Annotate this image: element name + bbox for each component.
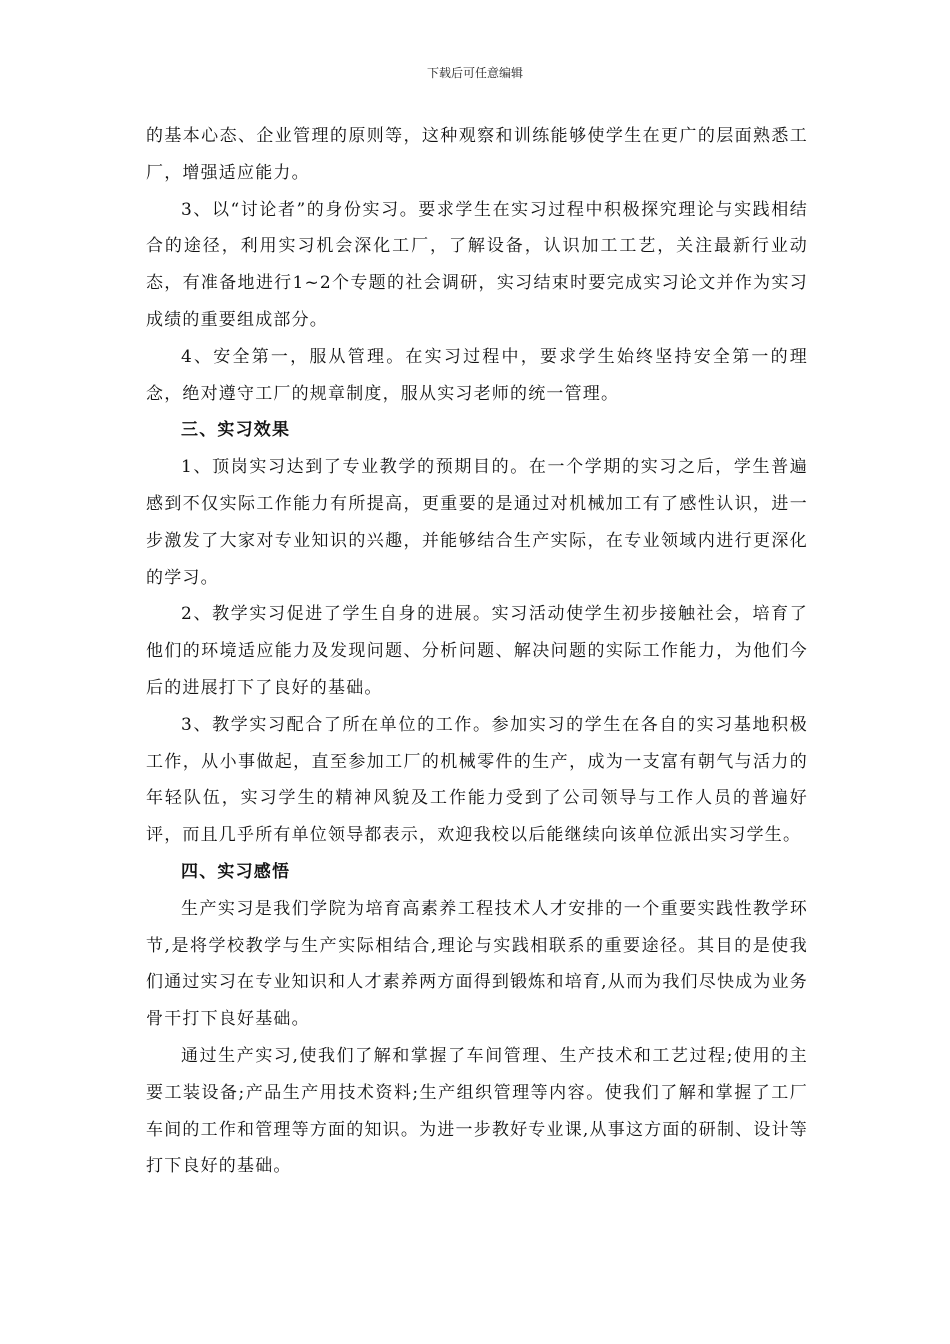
paragraph: 2、教学实习促进了学生自身的进展。实习活动使学生初步接触社会，培育了他们的环境适应能力及发现问题、分析问题、解决问题的实际工作能力，为他们今后的进展打下了良好的基础。 xyxy=(146,604,808,698)
page-header: 下载后可任意编辑 xyxy=(426,66,523,80)
paragraph: 4、安全第一，服从管理。在实习过程中，要求学生始终坚持安全第一的理念，绝对遵守工厂的规章制度，服从实习老师的统一管理。 xyxy=(146,346,808,404)
paragraph: 的基本心态、企业管理的原则等，这种观察和训练能够使学生在更广的层面熟悉工厂，增强适应能力。 xyxy=(146,126,808,183)
section-heading: 三、实习效果 xyxy=(181,420,291,441)
document-body xyxy=(146,118,808,1185)
section-heading: 四、实习感悟 xyxy=(181,861,291,882)
paragraph: 1、顶岗实习达到了专业教学的预期目的。在一个学期的实习之后，学生普遍感到不仅实际工作能力有所提高，更重要的是通过对机械加工有了感性认识，进一步激发了大家对专业知识的兴趣，并能够结合生产实际，在专业领域内进行更深化的学习。 xyxy=(146,457,808,588)
paragraph: 通过生产实习,使我们了解和掌握了车间管理、生产技术和工艺过程;使用的主要工装设备;产品生产用技术资料;生产组织管理等内容。使我们了解和掌握了工厂车间的工作和管理等方面的知识。为进一步教好专业课,从事这方面的研制、设计等打下良好的基础。 xyxy=(146,1045,808,1177)
paragraph: 3、教学实习配合了所在单位的工作。参加实习的学生在各自的实习基地积极工作，从小事做起，直至参加工厂的机械零件的生产，成为一支富有朝气与活力的年轻队伍，实习学生的精神风貌及工作能力受到了公司领导与工作人员的普遍好评，而且几乎所有单位领导都表示，欢迎我校以后能继续向该单位派出实习学生。 xyxy=(146,714,808,846)
paragraph: 生产实习是我们学院为培育高素养工程技术人才安排的一个重要实践性教学环节,是将学校教学与生产实际相结合,理论与实践相联系的重要途径。其目的是使我们通过实习在专业知识和人才素养两方面得到锻炼和培育,从而为我们尽快成为业务骨干打下良好基础。 xyxy=(146,898,808,1030)
paragraph: 3、以“讨论者”的身份实习。要求学生在实习过程中积极探究理论与实践相结合的途径，利用实习机会深化工厂，了解设备，认识加工工艺，关注最新行业动态，有准备地进行1~2个专题的社会调研，实习结束时要完成实习论文并作为实习成绩的重要组成部分。 xyxy=(146,199,808,330)
